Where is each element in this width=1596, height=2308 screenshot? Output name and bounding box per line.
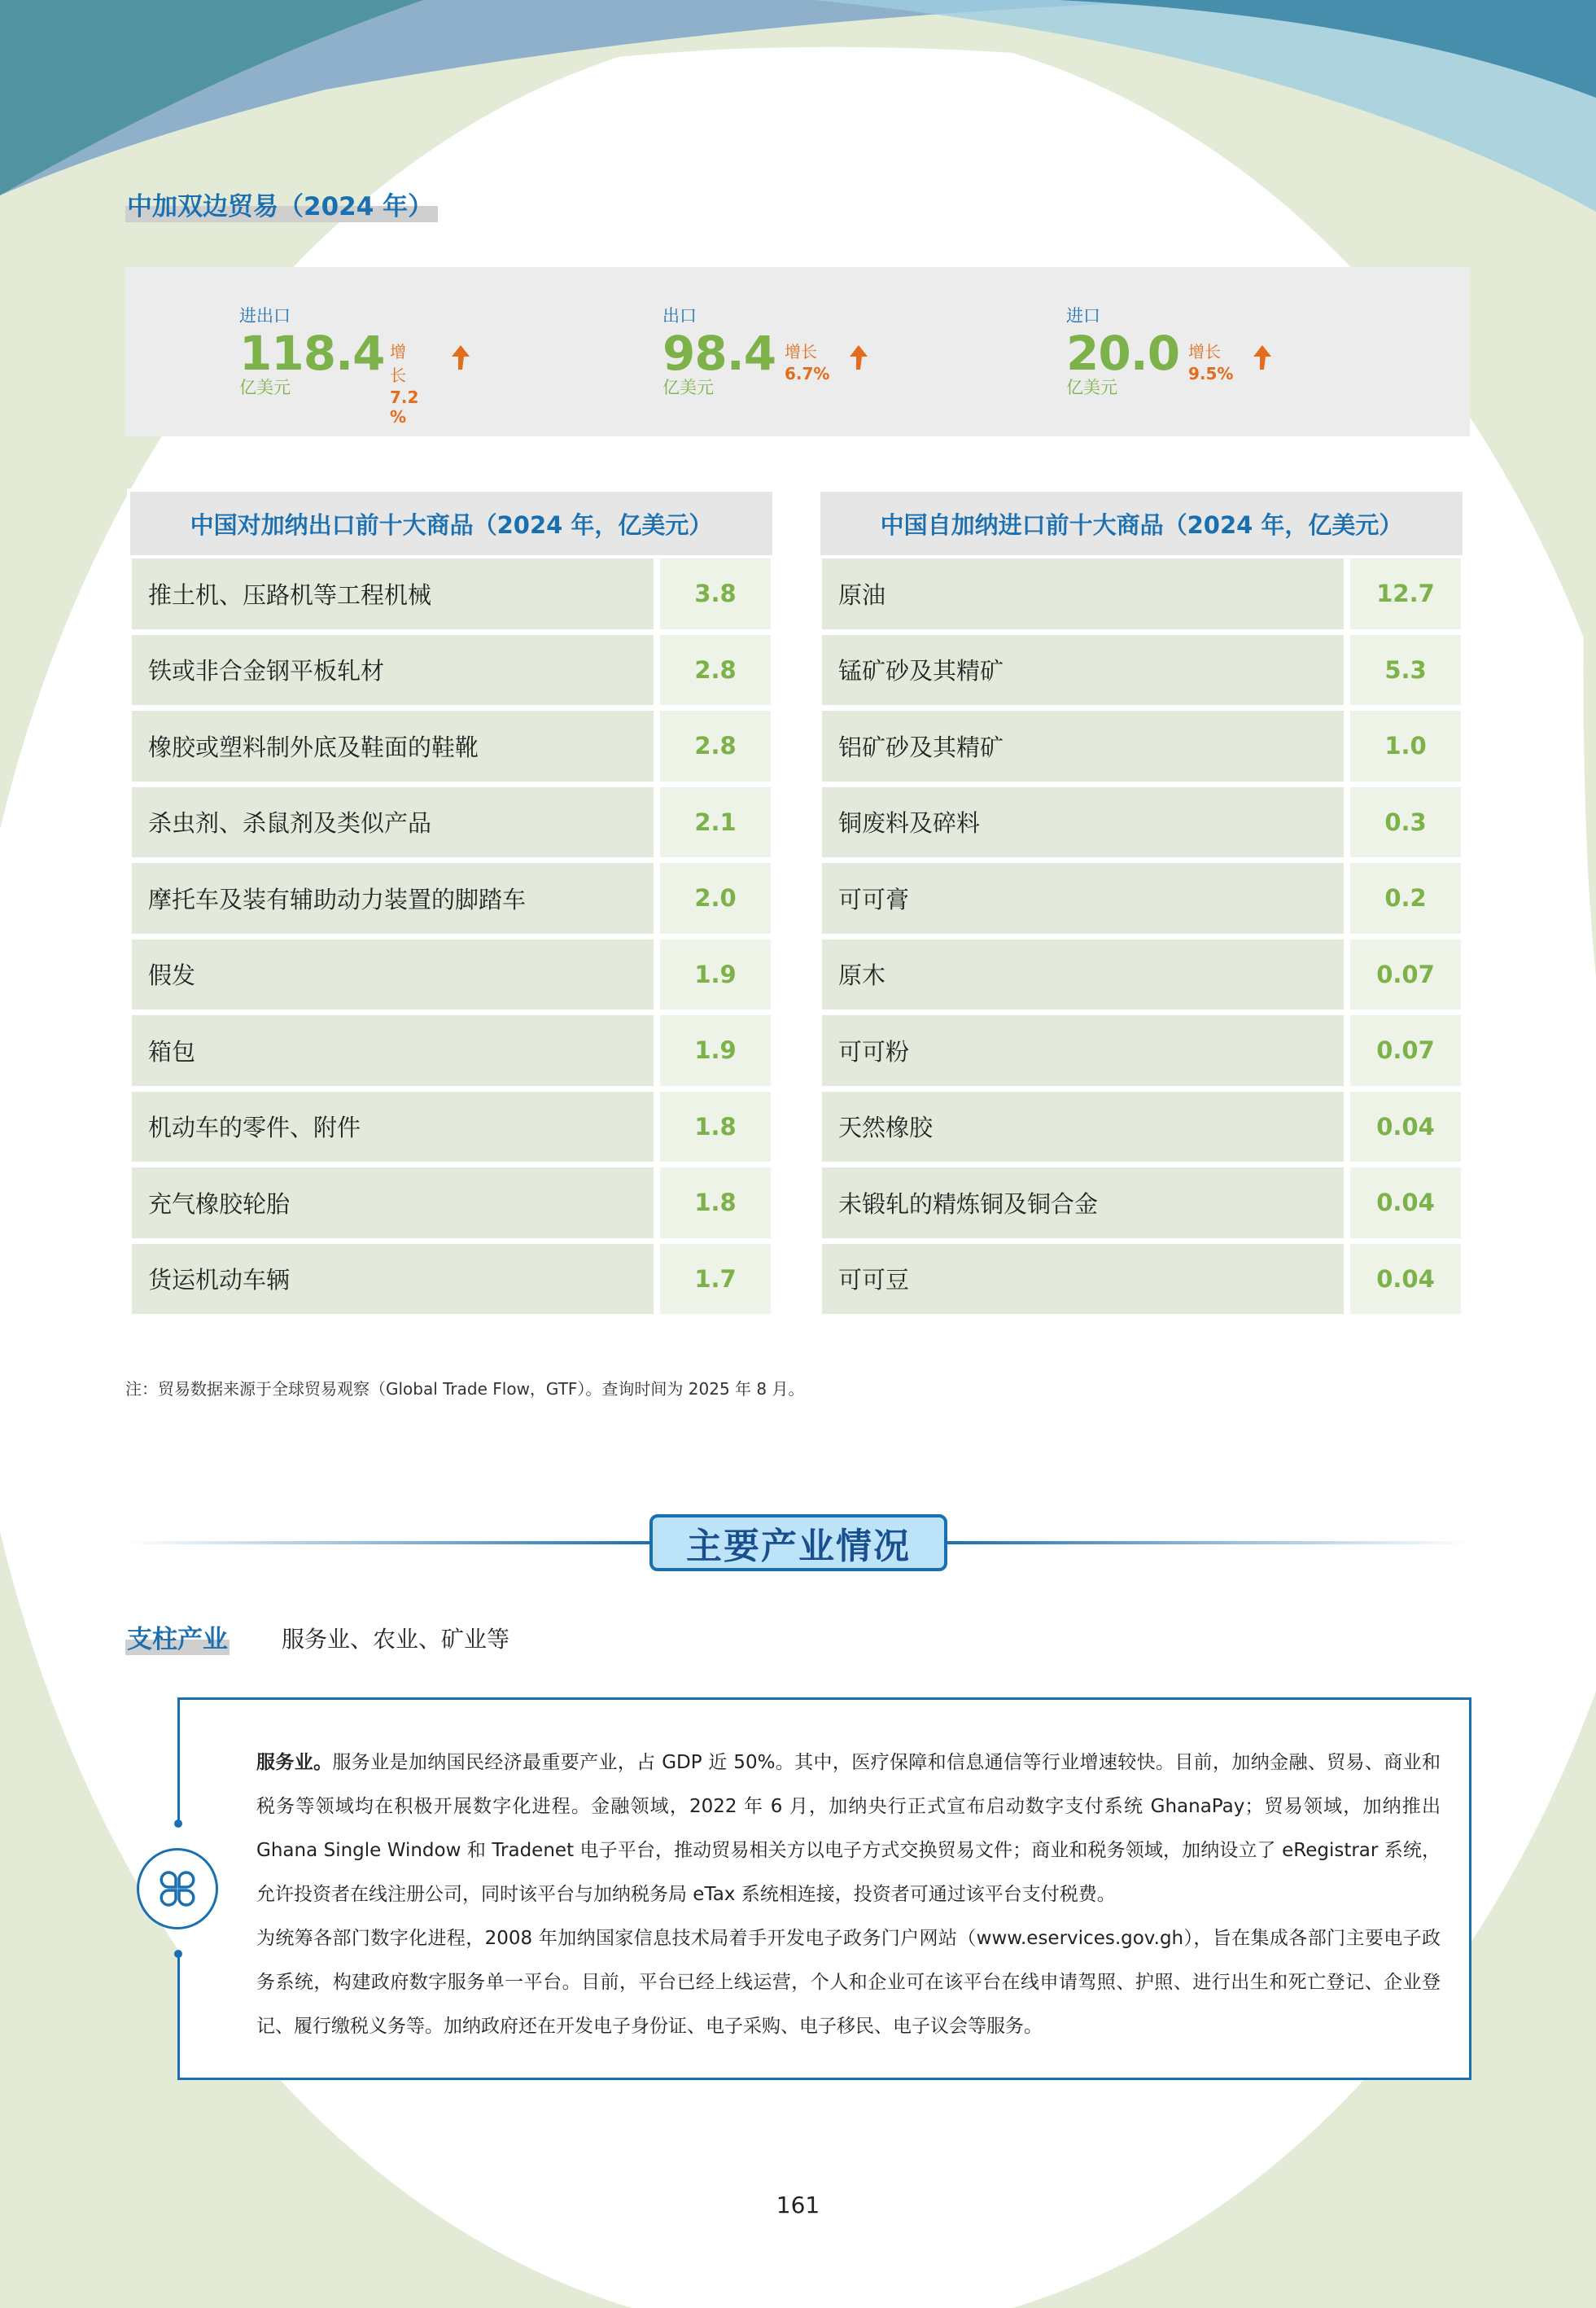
- commodity-name: 摩托车及装有辅助动力装置的脚踏车: [132, 863, 654, 934]
- commodity-value: 1.0: [1350, 711, 1461, 782]
- table-row: [127, 558, 776, 635]
- growth-label: 增长: [1188, 342, 1221, 361]
- table-row: [817, 1167, 1466, 1244]
- clover-icon: [155, 1866, 200, 1912]
- table-row: [127, 1092, 776, 1168]
- arrow-up-icon: [1252, 344, 1273, 371]
- commodity-name: 货运机动车辆: [132, 1244, 654, 1315]
- growth-value: 7.2 %: [390, 388, 419, 427]
- commodity-name: 可可膏: [822, 863, 1344, 934]
- import-table-body: [817, 558, 1466, 1320]
- commodity-value: 12.7: [1350, 558, 1461, 629]
- paragraph: [256, 1741, 1441, 1916]
- commodity-name: 铁或非合金钢平板轧材: [132, 635, 654, 706]
- table-row: [817, 558, 1466, 635]
- stat-value: 98.4: [662, 326, 776, 381]
- table-row: [127, 635, 776, 712]
- commodity-name: 机动车的零件、附件: [132, 1092, 654, 1163]
- stat-import: [1066, 303, 1179, 399]
- commodity-name: 铝矿砂及其精矿: [822, 711, 1344, 782]
- table-row: [817, 1244, 1466, 1320]
- stat-unit: 亿美元: [662, 378, 714, 397]
- table-row: [817, 1015, 1466, 1092]
- table-row: [127, 787, 776, 864]
- commodity-value: 3.8: [660, 558, 771, 629]
- commodity-name: 可可豆: [822, 1244, 1344, 1315]
- stat-value: 20.0: [1066, 326, 1180, 381]
- stat-label: 进出口: [239, 306, 291, 326]
- table-row: [817, 711, 1466, 787]
- trade-section-title: 中加双边贸易（2024 年）: [125, 186, 438, 222]
- commodity-name: 假发: [132, 939, 654, 1010]
- commodity-value: 2.1: [660, 787, 771, 858]
- stat-unit: 亿美元: [1066, 378, 1117, 397]
- paragraph: 为统筹各部门数字化进程，2008 年加纳国家信息技术局着手开发电子政务门户网站（www.eservices.gov.gh），旨在集成各部门主要电子政务系统，构建政府数字服务单一平台。目前，平台已经上线运营，个人和企业可在该平台在线申请驾照、护照、进行出生和死亡登记、企业登记、履行缴税义务等。加纳政府还在开发电子身份证、电子采购、电子移民、电子议会等服务。: [256, 1928, 1441, 2037]
- table-row: [127, 1015, 776, 1092]
- commodity-name: 未锻轧的精炼铜及铜合金: [822, 1167, 1344, 1238]
- table-row: [127, 1167, 776, 1244]
- commodity-value: 1.8: [660, 1092, 771, 1163]
- export-table-body: [127, 558, 776, 1320]
- table-row: [127, 1244, 776, 1320]
- commodity-value: 1.9: [660, 1015, 771, 1086]
- commodity-value: 1.8: [660, 1167, 771, 1238]
- table-row: [817, 635, 1466, 712]
- growth-value: 6.7%: [785, 364, 830, 383]
- service-icon-circle: [137, 1848, 218, 1929]
- trade-stats-panel: [125, 267, 1470, 436]
- commodity-value: 1.7: [660, 1244, 771, 1315]
- export-table-title: 中国对加纳出口前十大商品（2024 年，亿美元）: [127, 488, 776, 558]
- service-industry-text: [256, 1741, 1441, 2048]
- table-row: [127, 863, 776, 939]
- commodity-value: 0.04: [1350, 1244, 1461, 1315]
- table-row: [817, 863, 1466, 939]
- growth-label: 增长: [785, 342, 817, 361]
- commodity-name: 箱包: [132, 1015, 654, 1086]
- growth-value: 9.5%: [1188, 364, 1234, 383]
- export-table: [127, 488, 776, 1320]
- commodity-value: 5.3: [1350, 635, 1461, 706]
- growth-label: 增长: [390, 342, 406, 385]
- commodity-name: 天然橡胶: [822, 1092, 1344, 1163]
- stat-label: 进口: [1066, 306, 1100, 326]
- commodity-value: 0.2: [1350, 863, 1461, 934]
- commodity-value: 0.3: [1350, 787, 1461, 858]
- stat-label: 出口: [662, 306, 697, 326]
- connector-dot: [174, 1820, 182, 1828]
- stat-unit: 亿美元: [239, 378, 291, 397]
- import-table-title: 中国自加纳进口前十大商品（2024 年，亿美元）: [817, 488, 1466, 558]
- table-row: [817, 1092, 1466, 1168]
- commodity-name: 铜废料及碎料: [822, 787, 1344, 858]
- commodity-value: 2.8: [660, 711, 771, 782]
- commodity-name: 可可粉: [822, 1015, 1344, 1086]
- import-table: [817, 488, 1466, 1320]
- table-row: [817, 939, 1466, 1016]
- commodity-value: 0.07: [1350, 939, 1461, 1010]
- table-row: [127, 711, 776, 787]
- commodity-name: 橡胶或塑料制外底及鞋面的鞋靴: [132, 711, 654, 782]
- commodity-value: 1.9: [660, 939, 771, 1010]
- commodity-value: 0.04: [1350, 1092, 1461, 1163]
- section-heading: 主要产业情况: [649, 1514, 947, 1571]
- table-row: [817, 787, 1466, 864]
- commodity-value: 0.04: [1350, 1167, 1461, 1238]
- commodity-name: 原木: [822, 939, 1344, 1010]
- pillar-industry-label: 支柱产业: [125, 1618, 230, 1655]
- table-row: [127, 939, 776, 1016]
- heading-line-right: [944, 1541, 1470, 1544]
- commodity-value: 2.0: [660, 863, 771, 934]
- arrow-up-icon: [450, 344, 471, 371]
- commodity-value: 2.8: [660, 635, 771, 706]
- paragraph-body: 服务业是加纳国民经济最重要产业，占 GDP 近 50%。其中，医疗保障和信息通信等行业增速较快。目前，加纳金融、贸易、商业和税务等领域均在积极开展数字化进程。金融领域，2022 年 6 月，加纳央行正式宣布启动数字支付系统 GhanaPay；贸易领域，加纳推出 Ghana Single Window 和 Tradenet 电子平台，推动贸易相关方以电子方式交换贸易文件；商业和税务领域，加纳设立了 eRegistrar 系统，允许投资者在线注册公司，同时该平台与加纳税务局 eTax 系统相连接，投资者可通过该平台支付税费。: [256, 1752, 1441, 1905]
- page-number: 161: [776, 2192, 820, 2218]
- heading-line-left: [125, 1541, 653, 1544]
- commodity-name: 锰矿砂及其精矿: [822, 635, 1344, 706]
- source-note: 注：贸易数据来源于全球贸易观察（Global Trade Flow，GTF）。查询时间为 2025 年 8 月。: [125, 1379, 805, 1399]
- commodity-name: 杀虫剂、杀鼠剂及类似产品: [132, 787, 654, 858]
- pillar-industry-text: 服务业、农业、矿业等: [282, 1626, 510, 1653]
- stat-export: [662, 303, 776, 399]
- arrow-up-icon: [848, 344, 869, 371]
- connector-dot: [174, 1950, 182, 1958]
- stat-value: 118.4: [239, 326, 385, 381]
- stat-total: [239, 303, 384, 399]
- paragraph-lead: 服务业。: [256, 1752, 333, 1773]
- commodity-name: 原油: [822, 558, 1344, 629]
- commodity-value: 0.07: [1350, 1015, 1461, 1086]
- commodity-name: 充气橡胶轮胎: [132, 1167, 654, 1238]
- commodity-name: 推土机、压路机等工程机械: [132, 558, 654, 629]
